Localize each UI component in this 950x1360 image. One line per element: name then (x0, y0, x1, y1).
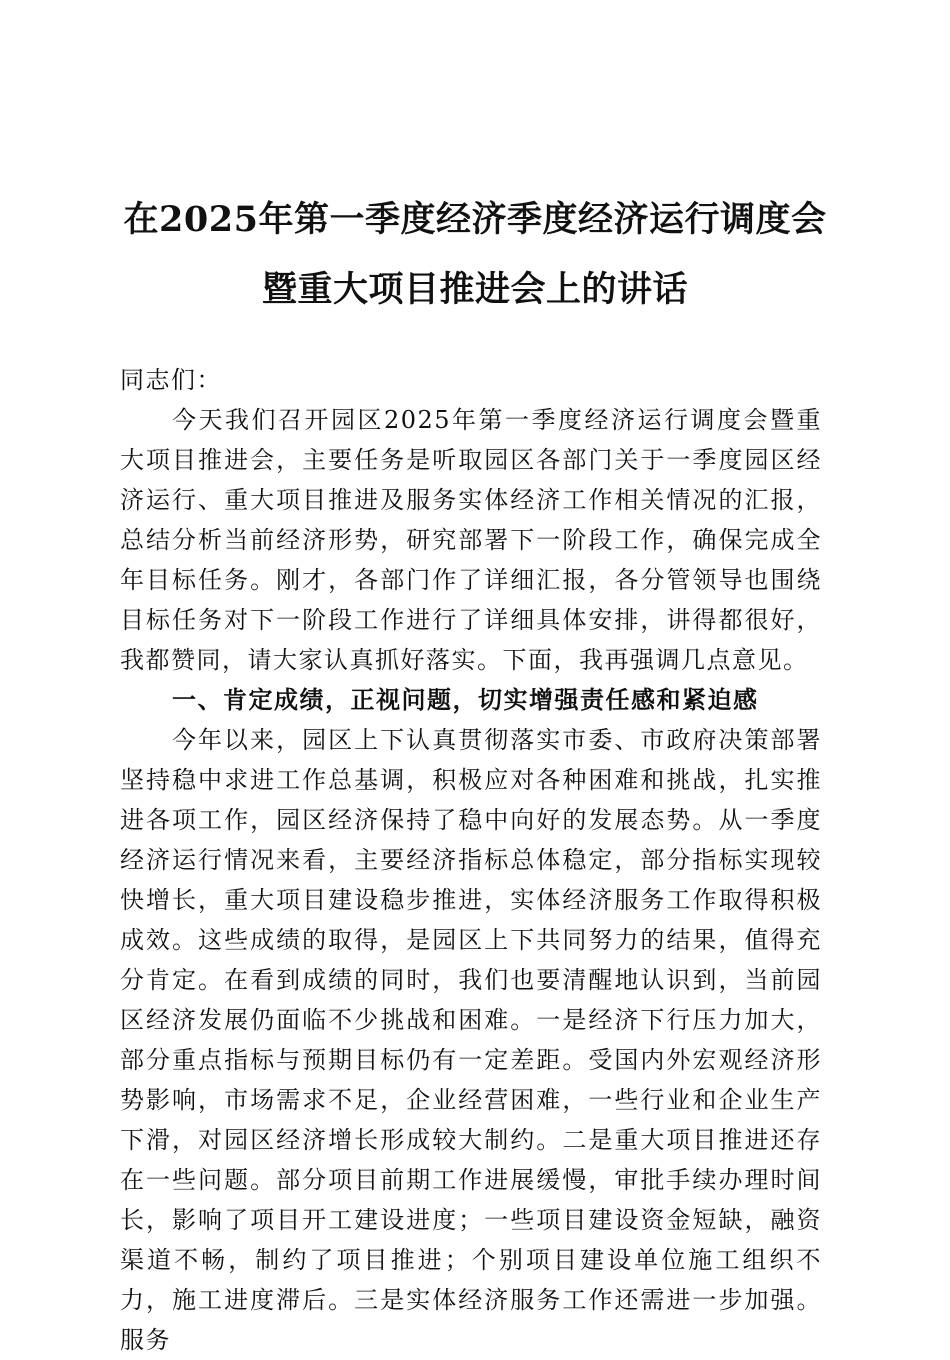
section-heading-1: 一、肯定成绩，正视问题，切实增强责任感和紧迫感 (172, 685, 759, 714)
document-body (120, 360, 822, 1360)
paragraph-intro: 今天我们召开园区2025年第一季度经济运行调度会暨重大项目推进会，主要任务是听取园区各部门关于一季度园区经济运行、重大项目推进及服务实体经济工作相关情况的汇报，总结分析当前经济形势，研究部署下一阶段工作，确保完成全年目标任务。刚才，各部门作了详细汇报，各分管领导也围绕目标任务对下一阶段工作进行了详细具体安排，讲得都很好，我都赞同，请大家认真抓好落实。下面，我再强调几点意见。 (120, 406, 822, 674)
document-title-line1: 在2025年第一季度经济季度经济运行调度会 (123, 199, 827, 240)
document-title-line2: 暨重大项目推进会上的讲话 (261, 269, 688, 310)
paragraph-section1: 今年以来，园区上下认真贯彻落实市委、市政府决策部署坚持稳中求进工作总基调，积极应对各种困难和挑战，扎实推进各项工作，园区经济保持了稳中向好的发展态势。从一季度经济运行情况来看，主要经济指标总体稳定，部分指标实现较快增长，重大项目建设稳步推进，实体经济服务工作取得积极成效。这些成绩的取得，是园区上下共同努力的结果，值得充分肯定。在看到成绩的同时，我们也要清醒地认识到，当前园区经济发展仍面临不少挑战和困难。一是经济下行压力加大，部分重点指标与预期目标仍有一定差距。受国内外宏观经济形势影响，市场需求不足，企业经营困难，一些行业和企业生产下滑，对园区经济增长形成较大制约。二是重大项目推进还存在一些问题。部分项目前期工作进展缓慢，审批手续办理时间长，影响了项目开工建设进度；一些项目建设资金短缺，融资渠道不畅，制约了项目推进；个别项目建设单位施工组织不力，施工进度滞后。三是实体经济服务工作还需进一步加强。服务 (120, 726, 822, 1354)
salutation: 同志们： (120, 366, 222, 394)
